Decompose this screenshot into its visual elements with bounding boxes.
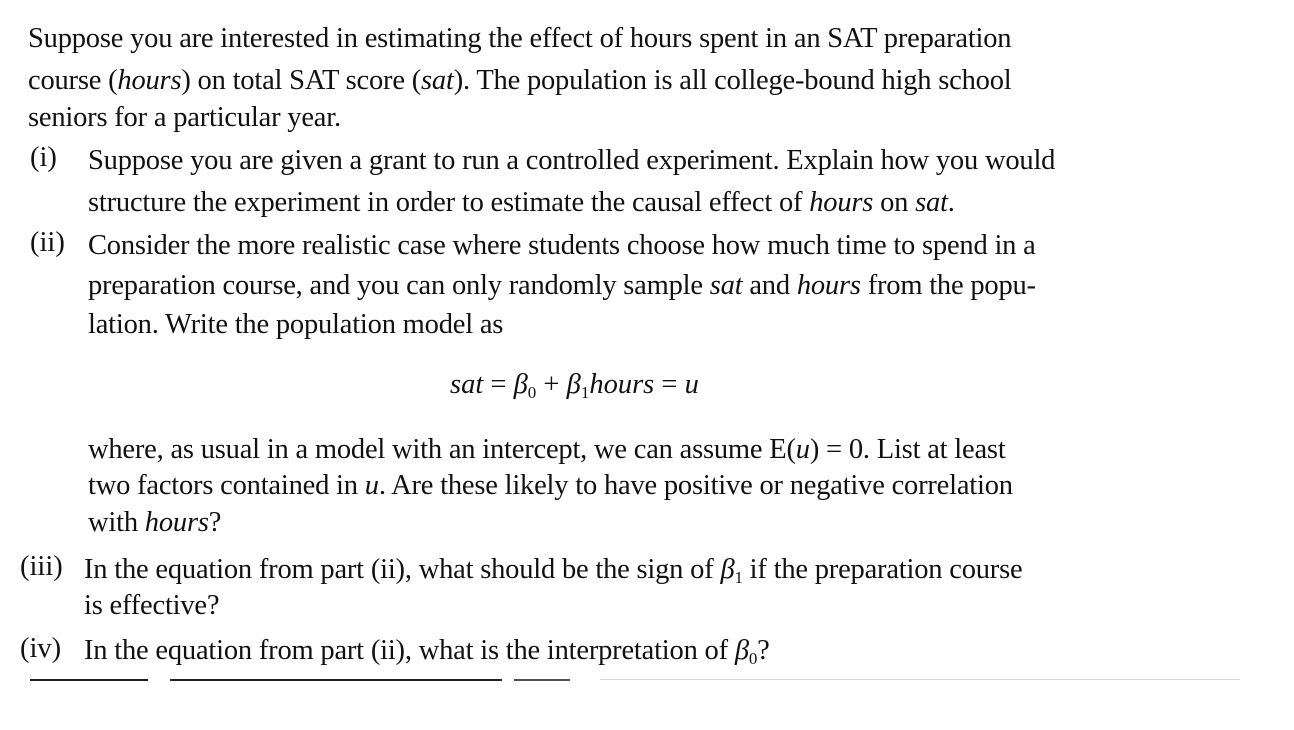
part-iii-text-2: is effective?: [84, 590, 220, 621]
error-term: u: [684, 369, 699, 400]
intro-line-2: [28, 64, 1011, 98]
hours-variable: hours: [809, 187, 874, 218]
part-ii-after-line-3: [88, 506, 221, 540]
hours-variable: hours: [589, 369, 655, 400]
part-i-line-1: [88, 144, 1055, 178]
beta-subscript: 0: [527, 383, 537, 402]
part-i-text-2a: structure the experiment in order to estimate the causal effect of: [88, 187, 810, 218]
part-iv-text-1b: ?: [757, 635, 770, 666]
intro-text-2a: course (: [28, 65, 118, 96]
bottom-rule: [600, 679, 1240, 680]
part-ii-line-2: [88, 269, 1036, 303]
hours-variable: hours: [796, 270, 861, 301]
equation-lhs: sat: [450, 369, 484, 400]
beta-symbol: β: [566, 369, 581, 400]
part-iii-label: (iii): [20, 551, 63, 582]
part-iii-text-1b: if the preparation course: [742, 554, 1023, 585]
part-ii-text-2b: and: [742, 270, 797, 301]
part-ii-after-text-2b: . Are these likely to have positive or negative correlation: [378, 470, 1013, 501]
part-ii-text-2a: preparation course, and you can only randomly sample: [88, 270, 710, 301]
part-ii-line-3: [88, 308, 503, 342]
intro-line-1: [28, 22, 1011, 56]
beta-symbol: β: [513, 369, 528, 400]
part-ii-after-text-1a: where, as usual in a model with an intercept, we can assume E(: [88, 434, 796, 465]
hours-variable: hours: [144, 507, 209, 538]
part-iii-line-1: [84, 553, 1022, 595]
part-i-text-2b: on: [873, 187, 916, 218]
intro-text-1: Suppose you are interested in estimating the effect of hours spent in an SAT preparation: [28, 23, 1012, 54]
sat-variable: sat: [709, 270, 743, 301]
error-term: u: [364, 470, 379, 501]
hours-variable: hours: [117, 65, 182, 96]
beta-subscript: 1: [734, 568, 743, 587]
error-term: u: [795, 434, 810, 465]
part-ii-after-text-1b: ) = 0. List at least: [809, 434, 1006, 465]
intro-line-3: [28, 101, 341, 135]
beta-subscript: 0: [748, 649, 758, 668]
equals-sign: =: [483, 369, 514, 400]
intro-text-2b: ) on total SAT score (: [181, 65, 422, 96]
part-ii-after-line-1: [88, 433, 1006, 467]
bottom-rule: [514, 679, 570, 681]
population-model-equation: [450, 368, 699, 410]
part-ii-text-2c: from the popu-: [860, 270, 1036, 301]
bottom-rule: [30, 679, 148, 681]
part-i-label: (i): [30, 142, 57, 173]
part-i-text-1: Suppose you are given a grant to run a controlled experiment. Explain how you would: [88, 145, 1056, 176]
part-iv-line-1: [84, 634, 770, 676]
part-ii-after-text-3b: ?: [208, 507, 222, 538]
part-ii-after-text-2a: two factors contained in: [88, 470, 365, 501]
bottom-rule: [170, 679, 502, 681]
part-ii-text-3: lation. Write the population model as: [88, 309, 504, 340]
part-ii-label: (ii): [30, 227, 65, 258]
intro-text-3: seniors for a particular year.: [28, 102, 341, 133]
part-iii-line-2: [84, 589, 219, 623]
part-iv-text-1a: In the equation from part (ii), what is the interpretation of: [84, 635, 735, 666]
beta-subscript: 1: [580, 383, 590, 402]
beta-symbol: β: [734, 635, 749, 666]
beta-symbol: β: [720, 554, 735, 585]
part-ii-after-line-2: [88, 469, 1013, 503]
part-ii-text-1: Consider the more realistic case where students choose how much time to spend in a: [88, 230, 1036, 261]
part-iii-text-1a: In the equation from part (ii), what should be the sign of: [84, 554, 721, 585]
sat-variable: sat: [915, 187, 948, 218]
plus-sign: +: [536, 369, 567, 400]
part-ii-line-1: [88, 229, 1036, 263]
intro-text-2c: ). The population is all college-bound high school: [453, 65, 1012, 96]
part-i-line-2: [88, 186, 955, 220]
part-iv-label: (iv): [20, 633, 62, 664]
part-i-text-2c: .: [947, 187, 955, 218]
sat-variable: sat: [421, 65, 454, 96]
part-ii-after-text-3a: with: [88, 507, 145, 538]
equals-sign: =: [654, 369, 685, 400]
